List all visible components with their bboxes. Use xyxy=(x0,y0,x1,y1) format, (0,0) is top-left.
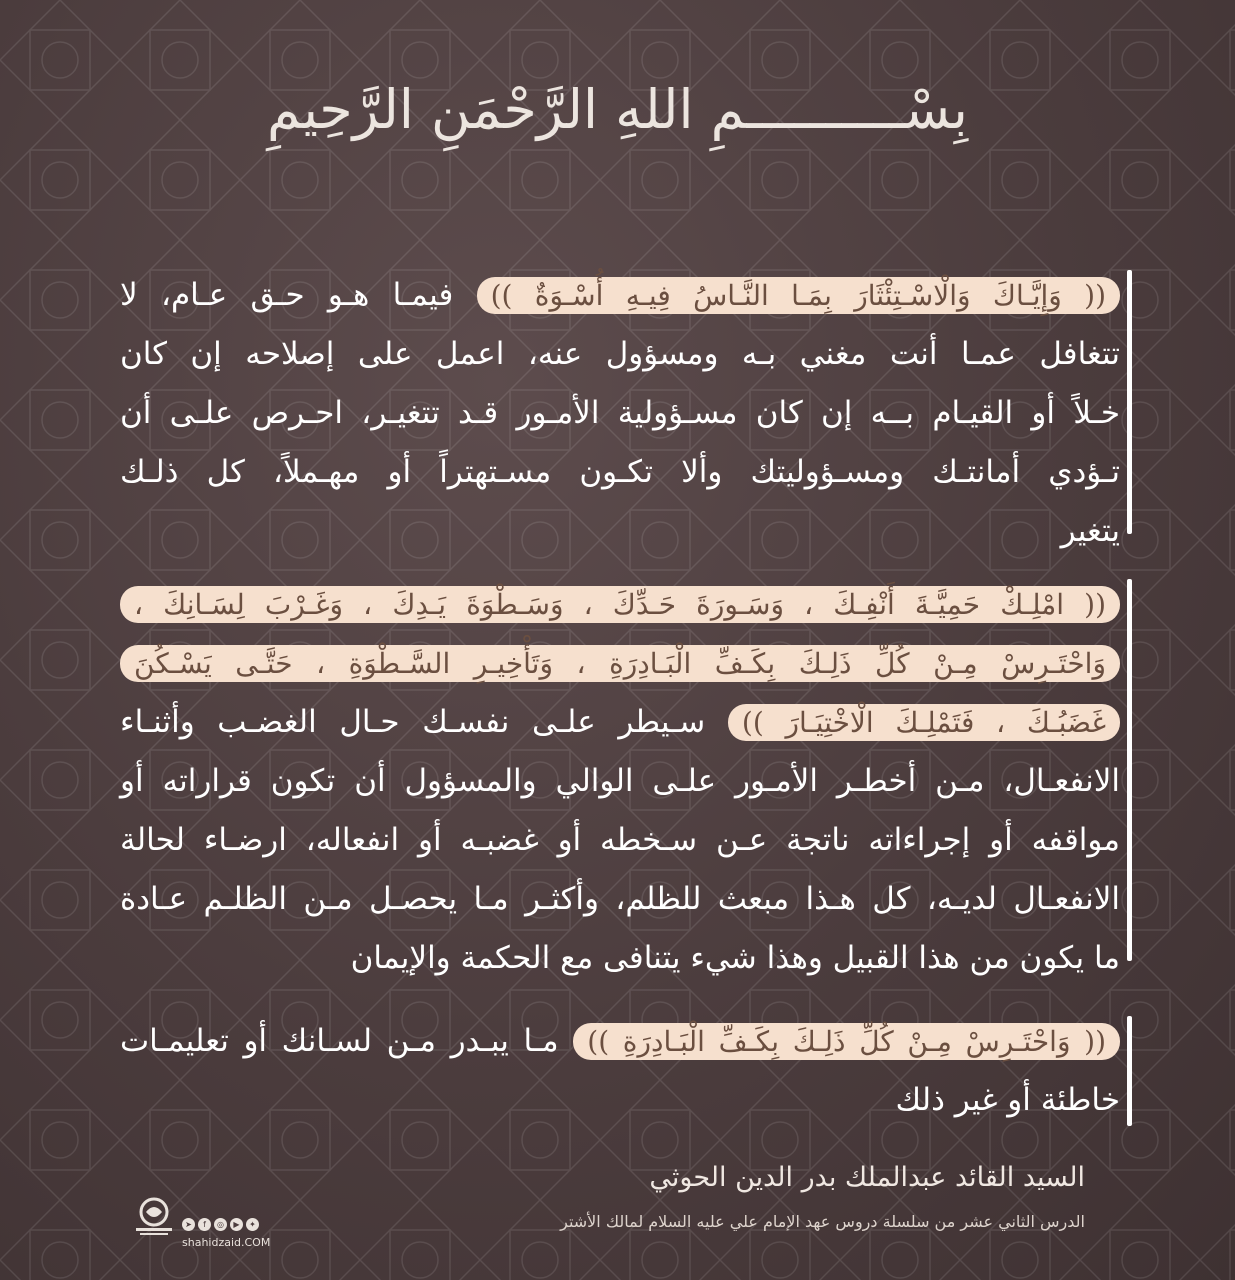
quote-highlight: وَاحْتَـرِسْ مِـنْ كُلِّ ذَلِـكَ بِكَـفِّ الْبَـادِرَةِ ، وَتَأْخِيـرِ السَّـطْوَةِ ، حَتَّـى يَسْـكُنَ xyxy=(120,645,1120,682)
quote-highlight: (( امْلِـكْ حَمِيَّـةَ أَنْفِـكَ ، وَسَـورَةَ حَـدِّكَ ، وَسَـطْوَةَ يَـدِكَ ، وَغَـرْبَ لِسَـانِكَ ، xyxy=(120,586,1120,623)
section-divider-bar xyxy=(1127,579,1132,961)
text-line: (( وَإِيَّـاكَ وَالْاسْـتِئْثَارَ بِمَـا النَّـاسُ فِيـهِ أُسْـوَةٌ )) فيمـا هـو حـق عـام، لا xyxy=(120,266,1120,325)
section-divider-bar xyxy=(1127,1016,1132,1126)
text-line: الانفعـال، مـن أخطـر الأمـور علـى الوالي والمسؤول أن تكون قراراته أو xyxy=(120,763,1120,799)
basmala-heading: بِسْــــــــــمِ اللهِ الرَّحْمَنِ الرَّحِيمِ xyxy=(267,78,968,141)
text-line: غَضَبُـكَ ، فَتَمْلِـكَ الْاخْتِيَـارَ )) سـيطر علـى نفسـك حـال الغضـب وأثنـاء xyxy=(120,693,1120,752)
quote-highlight: (( وَاحْتَـرِسْ مِـنْ كُلِّ ذَلِـكَ بِكَـفِّ الْبَـادِرَةِ )) xyxy=(573,1023,1120,1060)
text-line: مواقفه أو إجراءاته ناتجة عـن سـخطه أو غضبـه أو انفعاله، ارضـاء لحالة xyxy=(120,822,1120,858)
text-line: ما يكون من هذا القبيل وهذا شيء يتنافى مع الحكمة والإيمان xyxy=(350,940,1120,976)
text-line: خاطئة أو غير ذلك xyxy=(895,1082,1120,1118)
quote-highlight: (( وَإِيَّـاكَ وَالْاسْـتِئْثَارَ بِمَـا النَّـاسُ فِيـهِ أُسْـوَةٌ )) xyxy=(477,277,1120,314)
text-line: الانفعـال لديـه، كل هـذا مبعث للظلم، وأكثـر مـا يحصـل مـن الظلـم عـادة xyxy=(120,881,1120,917)
text-line: (( وَاحْتَـرِسْ مِـنْ كُلِّ ذَلِـكَ بِكَـفِّ الْبَـادِرَةِ )) مـا يبـدر مـن لسـانك أو تعليمـات xyxy=(120,1012,1120,1071)
youtube-icon[interactable]: ▶ xyxy=(230,1218,243,1231)
twitter-icon[interactable]: ✦ xyxy=(246,1218,259,1231)
text-line xyxy=(120,575,1120,634)
instagram-icon[interactable]: ◎ xyxy=(214,1218,227,1231)
text-line: تـؤدي أمانتـك ومسـؤوليتك وألا تكـون مسـتهتراً أو مهـملاً، كل ذلـك xyxy=(120,454,1120,490)
paragraph-section-2 xyxy=(120,575,1120,988)
paragraph-section-3 xyxy=(120,1012,1120,1130)
lesson-series-caption: الدرس الثاني عشر من سلسلة دروس عهد الإمام علي عليه السلام لمالك الأشتر xyxy=(560,1212,1085,1231)
quote-highlight: غَضَبُـكَ ، فَتَمْلِـكَ الْاخْتِيَـارَ )) xyxy=(728,704,1120,741)
facebook-icon[interactable]: f xyxy=(198,1218,211,1231)
author-name: السيد القائد عبدالملك بدر الدين الحوثي xyxy=(649,1162,1085,1193)
section-divider-bar xyxy=(1127,270,1132,534)
text-line: يتغير xyxy=(1060,513,1120,549)
social-icons xyxy=(182,1218,259,1231)
text-line: تتغافل عمـا أنت مغني بـه ومسؤول عنه، اعمل على إصلاحه إن كان xyxy=(120,336,1120,372)
text-line xyxy=(120,634,1120,693)
text-line: خـلاً أو القيـام بــه إن كان مسـؤولية الأمـور قـد تتغيـر، احـرص علـى أن xyxy=(120,395,1120,431)
paragraph-section-1 xyxy=(120,266,1120,561)
telegram-icon[interactable]: ➤ xyxy=(182,1218,195,1231)
foundation-logo xyxy=(130,1196,178,1236)
website-link[interactable]: shahidzaid.COM xyxy=(182,1236,271,1249)
